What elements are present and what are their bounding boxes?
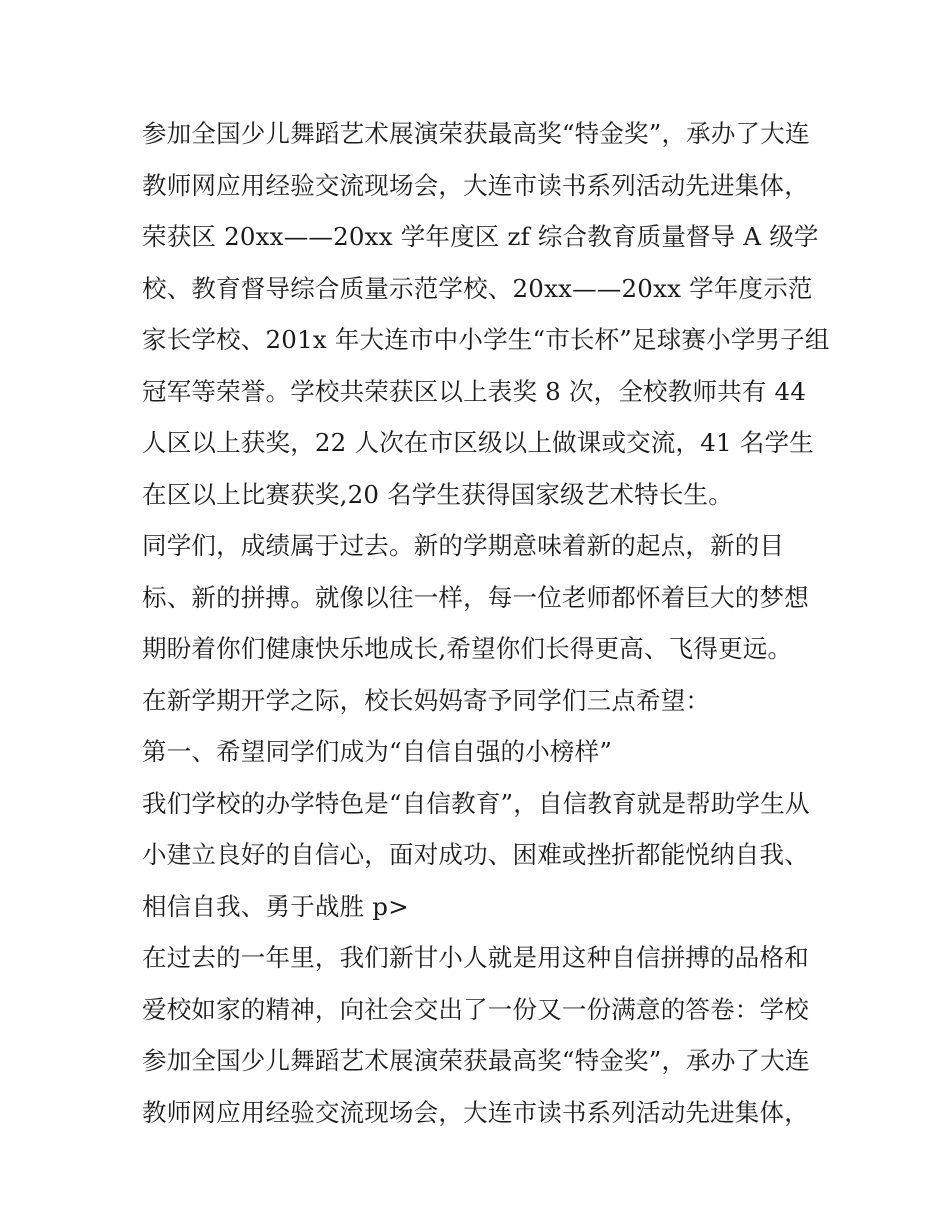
text-line: 教师网应用经验交流现场会，大连市读书系列活动先进集体， <box>142 170 809 200</box>
text-line: 标、新的拼搏。就像以往一样，每一位老师都怀着巨大的梦想 <box>142 582 809 612</box>
body-text <box>142 108 830 1138</box>
text-line: 教师网应用经验交流现场会，大连市读书系列活动先进集体， <box>142 1097 809 1127</box>
text-line: 相信自我、勇于战胜 p> <box>142 891 409 921</box>
text-line: 家长学校、201x 年大连市中小学生“市长杯”足球赛小学男子组 <box>142 325 830 354</box>
text-line: 期盼着你们健康快乐地成长,希望你们长得更高、飞得更远。 <box>142 634 793 663</box>
text-line: 小建立良好的自信心，面对成功、困难或挫折都能悦纳自我、 <box>142 840 809 869</box>
text-line: 冠军等荣誉。学校共荣获区以上表奖 8 次，全校教师共有 44 <box>142 376 807 406</box>
text-line: 我们学校的办学特色是“自信教育”，自信教育就是帮助学生从 <box>142 788 810 818</box>
text-line: 在区以上比赛获奖,20 名学生获得国家级艺术特长生。 <box>142 479 733 509</box>
text-line: 同学们，成绩属于过去。新的学期意味着新的起点，新的目 <box>142 531 785 560</box>
text-line: 参加全国少儿舞蹈艺术展演荣获最高奖“特金奖”，承办了大连 <box>142 119 810 148</box>
text-line: 爱校如家的精神，向社会交出了一份又一份满意的答卷：学校 <box>142 994 809 1024</box>
text-line: 在新学期开学之际，校长妈妈寄予同学们三点希望： <box>142 685 711 715</box>
text-line: 人区以上获奖，22 人次在市区级以上做课或交流，41 名学生 <box>142 428 814 457</box>
text-line: 荣获区 20xx——20xx 学年度区 zf 综合教育质量督导 A 级学 <box>142 222 819 251</box>
text-line: 校、教育督导综合质量示范学校、20xx——20xx 学年度示范 <box>142 273 813 303</box>
text-line: 第一、希望同学们成为“自信自强的小榜样” <box>142 737 613 766</box>
text-line: 在过去的一年里，我们新甘小人就是用这种自信拼搏的品格和 <box>142 943 809 972</box>
text-line: 参加全国少儿舞蹈艺术展演荣获最高奖“特金奖”，承办了大连 <box>142 1046 810 1075</box>
